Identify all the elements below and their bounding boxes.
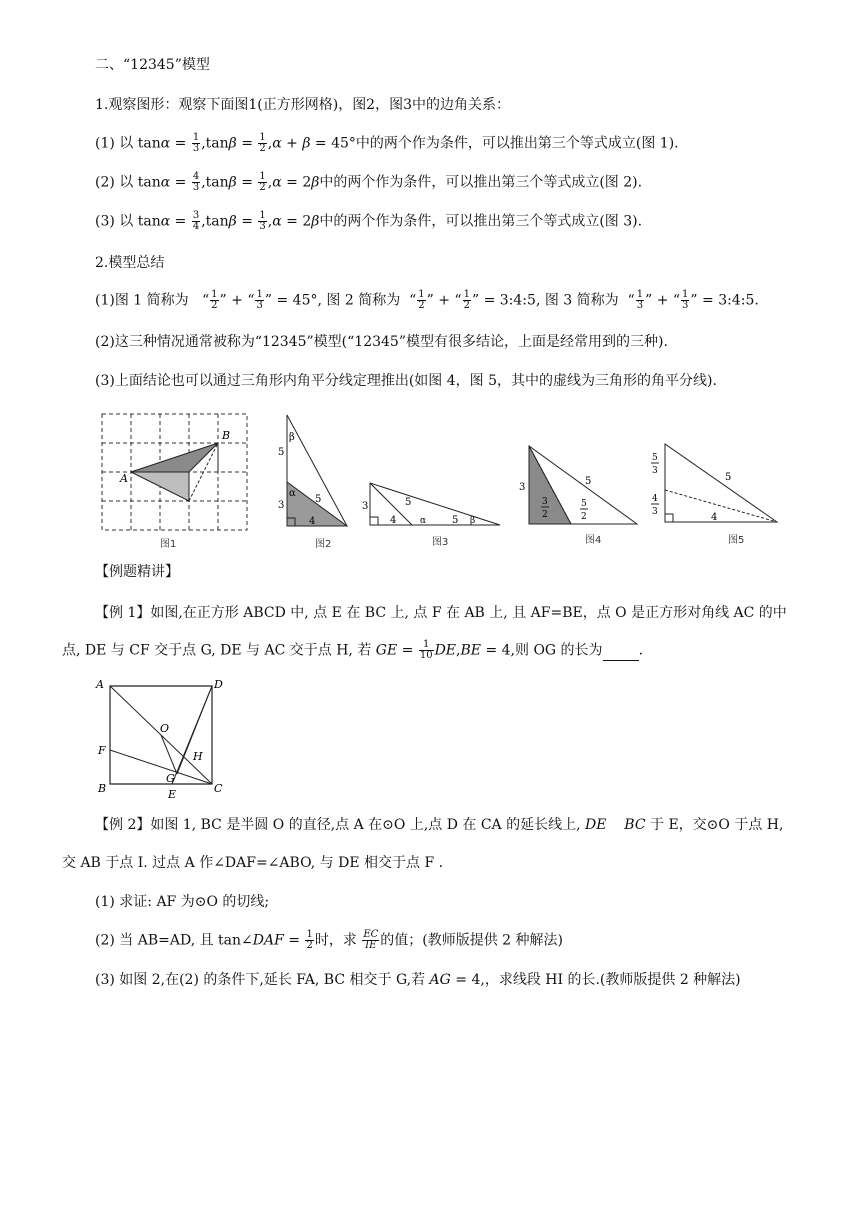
figure-3-triangle bbox=[360, 475, 510, 535]
summary-1-part-c: , 图 3 简称为 bbox=[535, 292, 619, 309]
example-2-question-3a: (3) 如图 2,在(2) 的条件下,延长 FA, BC 相交于 G,若 bbox=[95, 972, 426, 988]
condition-3-prefix: (3) 以 tan bbox=[95, 213, 161, 230]
example-2-question-2a: (2) 当 AB=AD, 且 tan∠ bbox=[95, 932, 253, 949]
example-2-line-1: 【例 2】如图 1, BC 是半圆 O 的直径,点 A 在⊙O 上,点 D 在 CA 的延长线上, DE BC 于 E，交⊙O 于点 H, bbox=[95, 817, 784, 833]
answer-blank[interactable] bbox=[603, 646, 639, 661]
ex1-label-a: A bbox=[96, 678, 104, 691]
example-1-line-2b: ,则 OG 的长为 bbox=[510, 642, 603, 659]
example-2-question-3b: ,，求线段 HI 的长.(教师版提供 2 种解法) bbox=[480, 972, 741, 988]
fig5-label-3-den: 3 bbox=[652, 466, 658, 476]
summary-1-part-b: , 图 2 简称为 bbox=[317, 292, 401, 309]
fig5-label-3-den-b: 3 bbox=[652, 507, 658, 517]
figure-4-caption: 图4 bbox=[585, 535, 602, 546]
fig4-label-3-num: 3 bbox=[542, 497, 548, 507]
fig2-label-3: 3 bbox=[278, 500, 285, 511]
fig4-label-2-den: 2 bbox=[542, 510, 548, 520]
condition-3: (3) 以 tanα = $\frac{3}{4}$ ,tanβ = $\frac{1}{3}$ ,α = 2β中的两个作为条件，可以推出第三个等式成立(图 3). bbox=[95, 210, 643, 232]
summary-2: (2)这三种情况通常被称为“12345”模型(“12345”模型有很多结论，上面是经常用到的三种). bbox=[95, 334, 668, 350]
fig4-label-2-den-b: 2 bbox=[581, 512, 587, 522]
fig2-label-4: 4 bbox=[309, 516, 316, 527]
example-1-line-2a: 点, DE 与 CF 交于点 G, DE 与 AC 交于点 H, 若 bbox=[62, 642, 372, 659]
summary-1: (1)图 1 简称为 “ $\frac{1}{2}$ ” + “ $\frac{1}{3}$ ” = 45°, 图 2 简称为 “ $\frac{1}{2}$ ” + “ $\frac{1}{2}$ ” = 3:4:5, 图 3 简称为 “ $\frac{1}{3}$ ” + “ $\frac{1}{3}$ ” = 3:4:5. bbox=[95, 289, 759, 311]
fig5-label-5-num: 5 bbox=[652, 453, 658, 463]
fig5-label-4-num: 4 bbox=[652, 494, 658, 504]
examples-header: 【例题精讲】 bbox=[95, 564, 179, 580]
condition-3-suffix: 中的两个作为条件，可以推出第三个等式成立(图 3). bbox=[319, 213, 643, 230]
condition-2-prefix: (2) 以 tan bbox=[95, 174, 161, 191]
condition-1-suffix: 中的两个作为条件，可以推出第三个等式成立(图 1). bbox=[355, 135, 679, 152]
fig4-label-5-num: 5 bbox=[581, 499, 587, 509]
ex1-label-o: O bbox=[160, 722, 170, 735]
example-2-question-2c: 的值；(教师版提供 2 种解法) bbox=[380, 932, 563, 949]
fig3-label-3: 3 bbox=[362, 501, 369, 512]
figure-5-triangle bbox=[645, 440, 785, 535]
figure-2-triangle bbox=[275, 410, 355, 535]
condition-1: (1) 以 tanα = $\frac{1}{3}$ ,tanβ = $\frac{1}{2}$ ,α + β = 45°中的两个作为条件，可以推出第三个等式成立(图 1). bbox=[95, 132, 679, 154]
ex1-label-h: H bbox=[193, 750, 203, 763]
fig3-label-beta: β bbox=[470, 516, 476, 526]
figure-2-caption: 图2 bbox=[315, 539, 332, 550]
condition-1-prefix: (1) 以 tan bbox=[95, 135, 161, 152]
fig1-label-b: B bbox=[222, 429, 231, 442]
condition-2-suffix: 中的两个作为条件，可以推出第三个等式成立(图 2). bbox=[319, 174, 643, 191]
fig5-label-5: 5 bbox=[725, 472, 732, 483]
fig3-label-5-b: 5 bbox=[452, 515, 459, 526]
example-2-line-1a: 【例 2】如图 1, BC 是半圆 O 的直径,点 A 在⊙O 上,点 D 在 CA 的延长线上, bbox=[95, 817, 581, 833]
fig3-label-5-a: 5 bbox=[405, 497, 412, 508]
summary-1-eq1: = 45° bbox=[272, 292, 318, 309]
fig2-label-5-hyp: 5 bbox=[315, 494, 322, 505]
figure-1-grid bbox=[100, 410, 250, 545]
figure-1-caption: 图1 bbox=[160, 539, 177, 550]
summary-1-part-a: (1)图 1 简称为 bbox=[95, 292, 189, 309]
example-2-question-2b: 时，求 bbox=[314, 932, 357, 949]
condition-2: (2) 以 tanα = $\frac{4}{3}$ ,tanβ = $\frac{1}{2}$ ,α = 2β中的两个作为条件，可以推出第三个等式成立(图 2). bbox=[95, 171, 643, 193]
example-1-square-figure bbox=[90, 672, 240, 802]
ex1-label-c: C bbox=[214, 782, 223, 795]
ex1-label-e: E bbox=[168, 788, 177, 801]
example-2-line-1b: 于 E，交⊙O 于点 H, bbox=[650, 817, 784, 833]
fig4-label-3: 3 bbox=[519, 482, 526, 493]
ex1-label-f: F bbox=[98, 744, 106, 757]
fig4-label-5: 5 bbox=[585, 476, 592, 487]
model-summary-title: 2.模型总结 bbox=[95, 255, 165, 271]
example-2-question-2: (2) 当 AB=AD, 且 tan∠DAF = $\frac{1}{2}$ 时，求 $\frac{EC}{IE}$ 的值；(教师版提供 2 种解法) bbox=[95, 929, 563, 951]
fig1-label-a: A bbox=[120, 472, 128, 485]
summary-1-eq2: = 3:4:5 bbox=[479, 292, 536, 309]
figure-3-caption: 图3 bbox=[432, 537, 449, 548]
figure-4-triangle bbox=[515, 440, 645, 535]
example-2-question-3: (3) 如图 2,在(2) 的条件下,延长 FA, BC 相交于 G,若 AG = 4,，求线段 HI 的长.(教师版提供 2 种解法) bbox=[95, 972, 741, 988]
example-2-question-1: (1) 求证: AF 为⊙O 的切线; bbox=[95, 894, 270, 910]
fig2-label-5-left: 5 bbox=[278, 447, 285, 458]
figure-5-caption: 图5 bbox=[728, 535, 745, 546]
example-1-line-1: 【例 1】如图,在正方形 ABCD 中, 点 E 在 BC 上, 点 F 在 AB 上, 且 AF=BE，点 O 是正方形对角线 AC 的中 bbox=[95, 605, 787, 621]
section-title: 二、“12345”模型 bbox=[95, 57, 210, 73]
ex1-label-d: D bbox=[214, 678, 223, 691]
summary-1-eq3: = 3:4:5. bbox=[697, 292, 759, 309]
fig5-label-4: 4 bbox=[711, 512, 718, 523]
ex1-label-b: B bbox=[98, 782, 107, 795]
fig2-label-beta: β bbox=[289, 432, 295, 443]
example-1-line-2: 点, DE 与 CF 交于点 G, DE 与 AC 交于点 H, 若 GE = $\frac{1}{10}$ DE,BE = 4,则 OG 的长为 . bbox=[62, 639, 644, 661]
fig3-label-alpha: α bbox=[420, 516, 427, 526]
fig3-label-4: 4 bbox=[390, 515, 397, 526]
example-2-line-2: 交 AB 于点 I. 过点 A 作∠DAF=∠ABO, 与 DE 相交于点 F . bbox=[62, 855, 444, 871]
summary-3: (3)上面结论也可以通过三角形内角平分线定理推出(如图 4，图 5，其中的虚线为三角形的角平分线). bbox=[95, 373, 717, 389]
ex1-label-g: G bbox=[166, 772, 175, 785]
intro-paragraph: 1.观察图形：观察下面图1(正方形网格)，图2，图3中的边角关系： bbox=[95, 97, 511, 113]
fig2-label-alpha: α bbox=[289, 488, 296, 499]
